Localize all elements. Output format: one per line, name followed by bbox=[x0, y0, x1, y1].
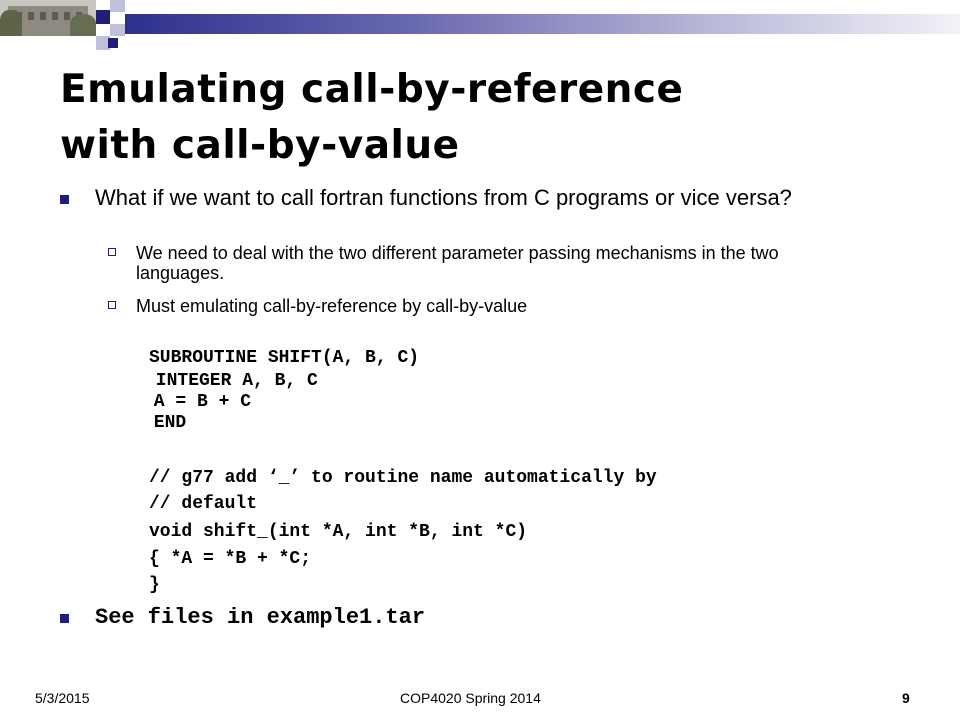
bullet-text: What if we want to call fortran functions from C programs or vice versa? bbox=[95, 185, 792, 210]
header-gradient-bar bbox=[125, 14, 960, 34]
footer-page-number: 9 bbox=[902, 690, 910, 706]
sub-bullet-square-icon bbox=[108, 248, 116, 256]
code-line: { *A = *B + *C; bbox=[149, 549, 312, 569]
slide-title bbox=[60, 62, 920, 174]
code-line: // g77 add ‘_’ to routine name automatically by bbox=[149, 468, 657, 488]
footer-course: COP4020 Spring 2014 bbox=[400, 690, 541, 706]
bullet-text: See files in example1.tar bbox=[95, 605, 426, 630]
bullet-item bbox=[60, 186, 920, 236]
header-square-dark bbox=[108, 38, 118, 48]
code-line: SUBROUTINE SHIFT(A, B, C) bbox=[149, 348, 420, 368]
header-photo bbox=[0, 0, 96, 36]
code-line: A = B + C bbox=[143, 392, 252, 412]
code-line: END bbox=[143, 413, 187, 433]
sub-bullet-item bbox=[108, 296, 868, 318]
bullet-square-icon bbox=[60, 195, 69, 204]
slide-title-line-2: with call-by-value bbox=[60, 123, 460, 168]
code-line: INTEGER A, B, C bbox=[145, 371, 318, 391]
code-line: } bbox=[149, 575, 160, 595]
code-line: void shift_(int *A, int *B, int *C) bbox=[149, 522, 528, 542]
slide-title-line-1: Emulating call-by-reference bbox=[60, 67, 684, 112]
header-square-light bbox=[110, 24, 125, 36]
bullet-square-icon bbox=[60, 614, 69, 623]
code-line: // default bbox=[149, 494, 258, 514]
header-square-dark bbox=[96, 10, 110, 24]
footer-date: 5/3/2015 bbox=[35, 690, 90, 706]
sub-bullet-item bbox=[108, 243, 868, 287]
sub-bullet-text: We need to deal with the two different parameter passing mechanisms in the two languages. bbox=[136, 243, 779, 283]
sub-bullet-square-icon bbox=[108, 301, 116, 309]
header-square-light bbox=[110, 0, 125, 12]
sub-bullet-text: Must emulating call-by-reference by call-by-value bbox=[136, 296, 528, 316]
